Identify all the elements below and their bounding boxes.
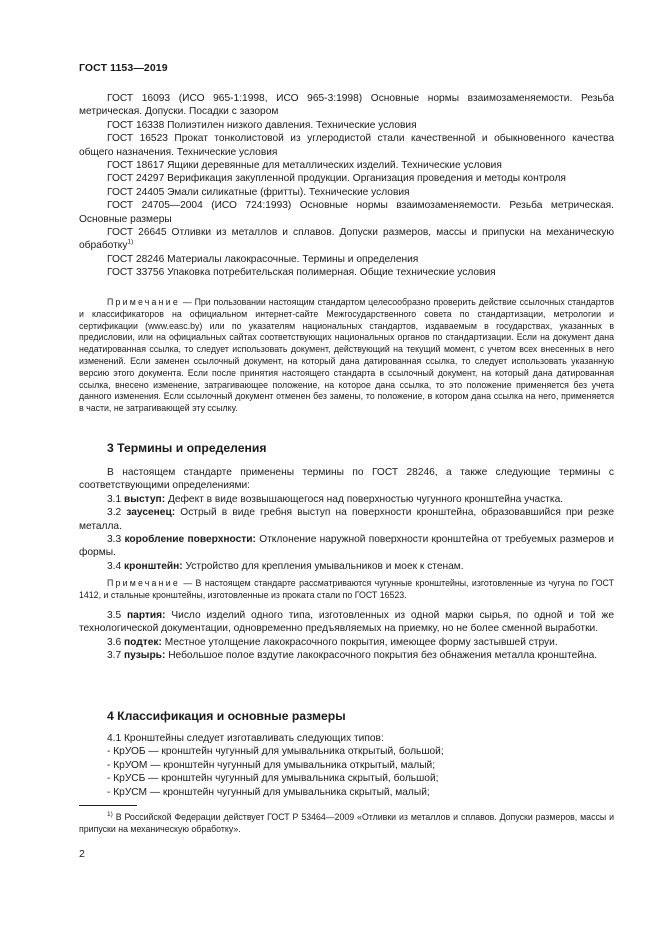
list-item: - КрУОБ — кронштейн чугунный для умывальника открытый, большой; [107, 746, 444, 758]
footnote-mark: 1) [127, 239, 134, 247]
note-label: Примечание [107, 297, 180, 307]
term-definition: 3.1 выступ: Дефект в виде возвышающегося над поверхностью чугунного кронштейна участка. [107, 493, 564, 505]
section-3-intro: В настоящем стандарте применены термины по ГОСТ 28246, а также следующие термины с соответствующими определениями: [79, 467, 614, 492]
reference-item: ГОСТ 33756 Упаковка потребительская полимерная. Общие технические условия [107, 267, 496, 279]
term: подтек: [124, 636, 162, 648]
footnote-mark: 1) [107, 811, 113, 819]
section-4-intro: 4.1 Кронштейны следует изготавливать следующих типов: [107, 733, 384, 744]
reference-item: ГОСТ 16093 (ИСО 965-1:1998, ИСО 965-3:1998) Основные нормы взаимозаменяемости. Резьба метрическая. Допуски. Посадки с зазором [79, 93, 614, 118]
section-4-title: 4 Классификация и основные размеры [107, 709, 346, 723]
term: партия: [127, 610, 166, 621]
term-definition: 3.5 партия: Число изделий одного типа, изготовленных из одной марки сырья, по одной и той же технологической документации, одновременно предъявляемых на приемку, но не более сменной выработки. [79, 610, 614, 635]
term: заусенец: [126, 507, 176, 519]
references-note [79, 297, 614, 415]
reference-item: ГОСТ 16523 Прокат тонколистовой из углеродистой стали качественной и обыкновенного качества общего назначения. Технические условия [79, 133, 614, 158]
reference-item: ГОСТ 24405 Эмали силикатные (фритты). Технические условия [107, 186, 410, 198]
footnote-divider [79, 805, 137, 806]
reference-item: ГОСТ 24705—2004 (ИСО 724:1993) Основные нормы взаимозаменяемости. Резьба метрическая. Основные размеры [79, 200, 614, 225]
term-definition: 3.7 пузырь: Небольшое полое вздутие лакокрасочного покрытия без обнажения металла кронштейна. [107, 650, 598, 662]
section-3-title: 3 Термины и определения [107, 441, 267, 455]
term: выступ: [124, 493, 166, 505]
list-item: - КрУСБ — кронштейн чугунный для умывальника скрытый, большой; [107, 773, 439, 785]
note-text: — В настоящем стандарте рассматриваются чугунные кронштейны, изготовленные из чугуна по ГОСТ 1412, и стальные кронштейны, изготовленные из проката стали по ГОСТ 16523. [79, 578, 614, 600]
normative-references-list [79, 92, 614, 280]
note-text: — При пользовании настоящим стандартом целесообразно проверить действие ссылочных стандартов и классификаторов на официальном интернет-сайте Межгосударственного совета по стандартизации, метрологии и сертификации (www.easc.by) или по указателям национальных стандартов, издаваемым в государствах, указанных в предисловии, или на официальных сайтах соответствующих национальных органов по стандартизации. Если на документ дана недатированная ссылка, то следует использовать документ, действующий на текущий момент, с учетом всех внесенных в него изменений. Если заменен ссылочный документ, на который дана датированная ссылка, то следует использовать указанную версию этого документа. Если после принятия настоящего стандарта в ссылочный документ, на который дана датированная ссылка, внесено изменение, затрагивающее положение, на которое дана ссылка, то это положение применяется без учета данного изменения. Если ссылочный документ отменен без замены, то положение, в котором дана ссылка на него, применяется в части, не затрагивающей эту ссылку. [79, 297, 614, 414]
section-3-terms-continued [79, 609, 614, 663]
section-4-body [79, 732, 614, 799]
term-definition: 3.3 коробление поверхности: Отклонение наружной поверхности кронштейна от требуемых размеров и формы. [79, 534, 614, 559]
term-definition: 3.6 подтек: Местное утолщение лакокрасочного покрытия, имеющее форму застывшей струи. [107, 636, 558, 648]
reference-item: ГОСТ 16338 Полиэтилен низкого давления. Технические условия [107, 119, 417, 131]
footnote [79, 812, 614, 836]
page-number: 2 [79, 848, 85, 860]
term: пузырь: [124, 650, 166, 662]
section-3-body [79, 466, 614, 573]
page-header-code: ГОСТ 1153—2019 [79, 62, 168, 74]
term-definition: 3.4 кронштейн: Устройство для крепления умывальников и моек к стенам. [107, 560, 464, 572]
reference-item: ГОСТ 28246 Материалы лакокрасочные. Термины и определения [107, 253, 419, 265]
reference-item-text: ГОСТ 26645 Отливки из металлов и сплавов. Допуски размеров, массы и припуски на механическую обработку [79, 227, 614, 252]
list-item: - КрУСМ — кронштейн чугунный для умывальника скрытый, малый; [107, 786, 430, 798]
term-definition: 3.2 заусенец: Острый в виде гребня выступ на поверхности кронштейна, образовавшийся при резке металла. [79, 507, 614, 532]
term: коробление поверхности: [124, 534, 256, 546]
term: кронштейн: [124, 560, 183, 572]
note-label: Примечание [107, 578, 180, 588]
reference-item: ГОСТ 24297 Верификация закупленной продукции. Организация проведения и методы контроля [107, 173, 566, 185]
reference-item: ГОСТ 18617 Ящики деревянные для металлических изделий. Технические условия [107, 160, 502, 172]
reference-item [79, 226, 614, 253]
footnote-text: В Российской Федерации действует ГОСТ Р 53464—2009 «Отливки из металлов и сплавов. Допуски размеров, массы и припуски на механическую обработку». [79, 812, 614, 834]
section-3-note [79, 578, 614, 602]
list-item: - КрУОМ — кронштейн чугунный для умывальника открытый, малый; [107, 759, 436, 771]
